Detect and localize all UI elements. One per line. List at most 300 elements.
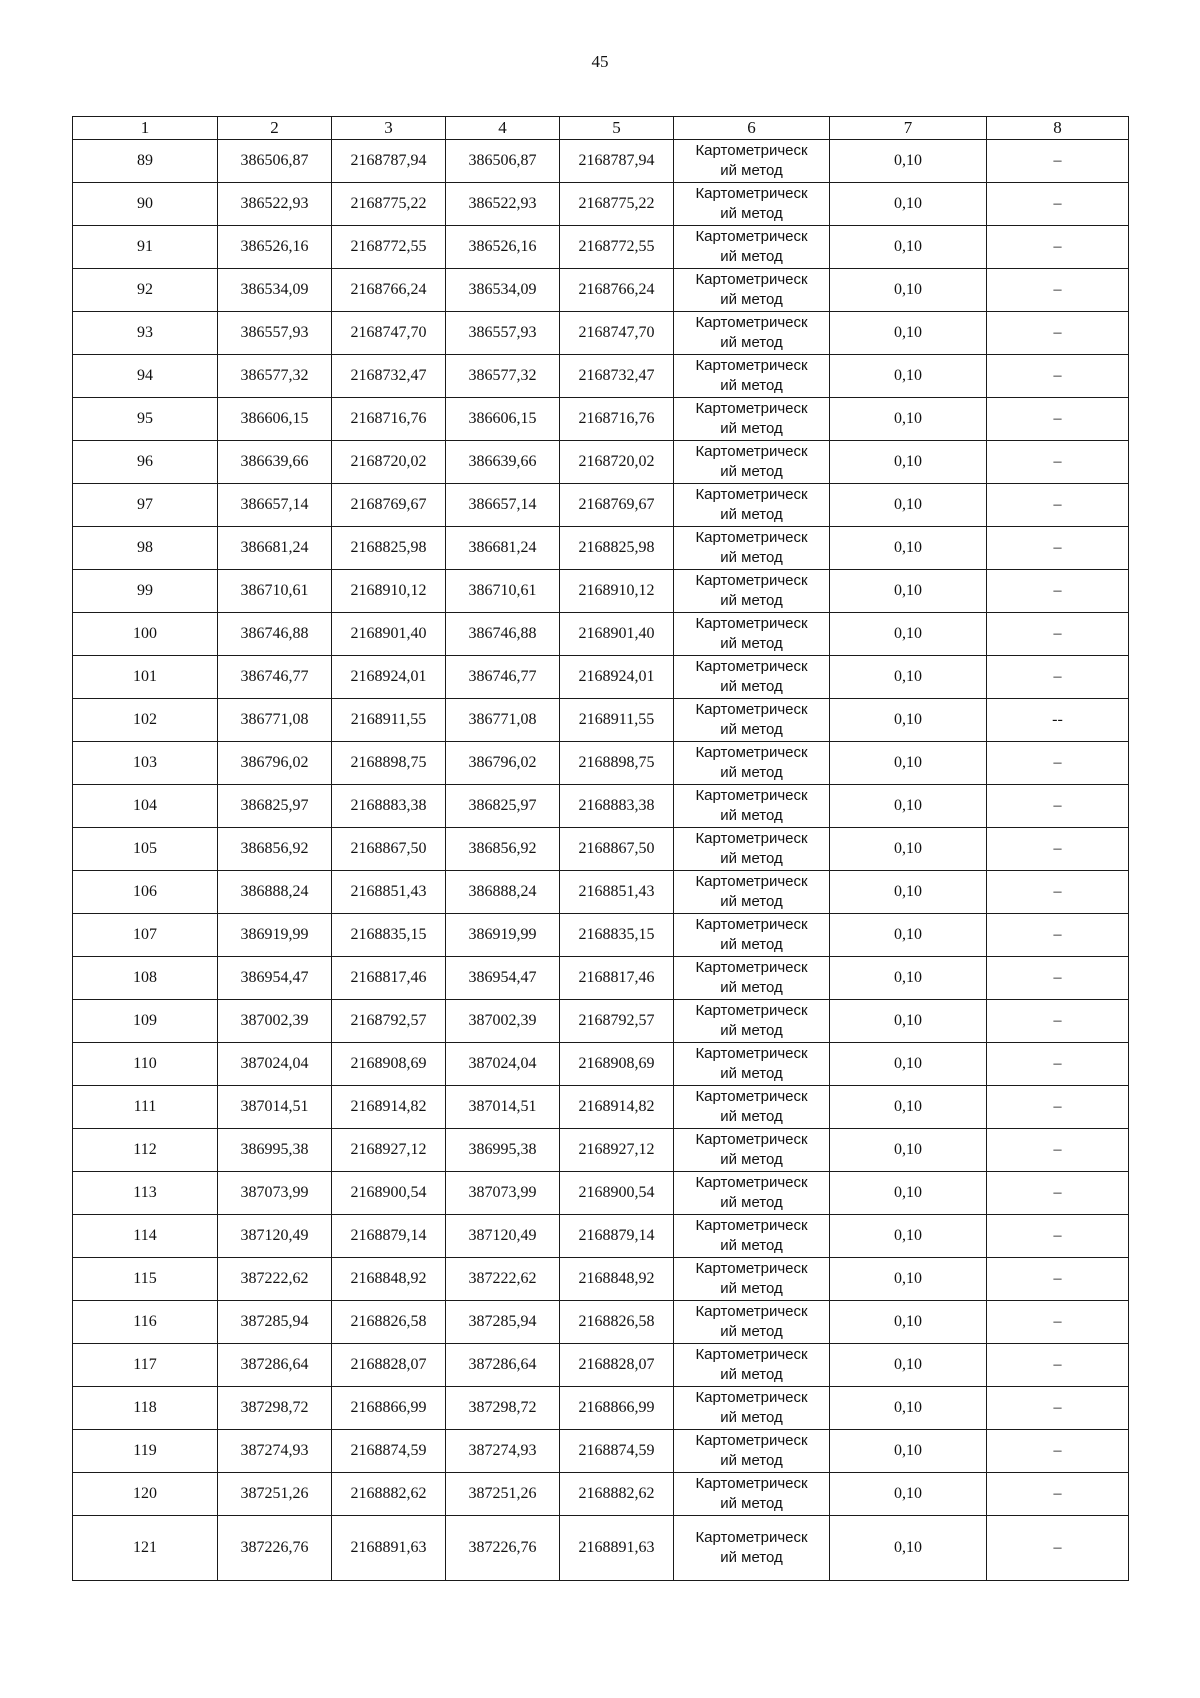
accuracy-cell: 0,10 bbox=[830, 742, 987, 785]
x-new-cell: 386639,66 bbox=[446, 441, 560, 484]
method-cell: Картометрическ ий метод bbox=[674, 699, 830, 742]
y-existing-cell: 2168848,92 bbox=[332, 1258, 446, 1301]
note-cell: – bbox=[987, 1344, 1129, 1387]
y-existing-cell: 2168787,94 bbox=[332, 140, 446, 183]
point-number-cell: 99 bbox=[73, 570, 218, 613]
y-new-cell: 2168851,43 bbox=[560, 871, 674, 914]
method-cell: Картометрическ ий метод bbox=[674, 484, 830, 527]
point-number-cell: 100 bbox=[73, 613, 218, 656]
method-cell: Картометрическ ий метод bbox=[674, 828, 830, 871]
x-new-cell: 386919,99 bbox=[446, 914, 560, 957]
y-existing-cell: 2168879,14 bbox=[332, 1215, 446, 1258]
method-cell: Картометрическ ий метод bbox=[674, 441, 830, 484]
table-row bbox=[73, 1344, 1129, 1387]
method-cell: Картометрическ ий метод bbox=[674, 398, 830, 441]
x-existing-cell: 386657,14 bbox=[218, 484, 332, 527]
y-existing-cell: 2168825,98 bbox=[332, 527, 446, 570]
x-existing-cell: 386522,93 bbox=[218, 183, 332, 226]
table-row bbox=[73, 1172, 1129, 1215]
point-number-cell: 91 bbox=[73, 226, 218, 269]
method-cell: Картометрическ ий метод bbox=[674, 1043, 830, 1086]
note-cell: – bbox=[987, 570, 1129, 613]
x-existing-cell: 386919,99 bbox=[218, 914, 332, 957]
note-cell: – bbox=[987, 1473, 1129, 1516]
accuracy-cell: 0,10 bbox=[830, 914, 987, 957]
x-new-cell: 387073,99 bbox=[446, 1172, 560, 1215]
note-cell: – bbox=[987, 1086, 1129, 1129]
accuracy-cell: 0,10 bbox=[830, 140, 987, 183]
point-number-cell: 95 bbox=[73, 398, 218, 441]
method-cell: Картометрическ ий метод bbox=[674, 312, 830, 355]
table-row bbox=[73, 1000, 1129, 1043]
point-number-cell: 112 bbox=[73, 1129, 218, 1172]
x-existing-cell: 387274,93 bbox=[218, 1430, 332, 1473]
note-cell: – bbox=[987, 226, 1129, 269]
header-cell-8: 8 bbox=[987, 117, 1129, 140]
x-new-cell: 387014,51 bbox=[446, 1086, 560, 1129]
table-body bbox=[73, 140, 1129, 1581]
y-new-cell: 2168914,82 bbox=[560, 1086, 674, 1129]
x-new-cell: 386557,93 bbox=[446, 312, 560, 355]
point-number-cell: 89 bbox=[73, 140, 218, 183]
y-existing-cell: 2168769,67 bbox=[332, 484, 446, 527]
method-cell: Картометрическ ий метод bbox=[674, 183, 830, 226]
y-existing-cell: 2168792,57 bbox=[332, 1000, 446, 1043]
point-number-cell: 101 bbox=[73, 656, 218, 699]
y-existing-cell: 2168747,70 bbox=[332, 312, 446, 355]
method-cell: Картометрическ ий метод bbox=[674, 1387, 830, 1430]
y-new-cell: 2168879,14 bbox=[560, 1215, 674, 1258]
accuracy-cell: 0,10 bbox=[830, 1430, 987, 1473]
point-number-cell: 93 bbox=[73, 312, 218, 355]
table-row bbox=[73, 914, 1129, 957]
note-cell: – bbox=[987, 1516, 1129, 1581]
note-cell: – bbox=[987, 1000, 1129, 1043]
accuracy-cell: 0,10 bbox=[830, 312, 987, 355]
note-cell: – bbox=[987, 269, 1129, 312]
note-cell: – bbox=[987, 957, 1129, 1000]
y-existing-cell: 2168866,99 bbox=[332, 1387, 446, 1430]
x-existing-cell: 387226,76 bbox=[218, 1516, 332, 1581]
header-cell-1: 1 bbox=[73, 117, 218, 140]
method-cell: Картометрическ ий метод bbox=[674, 1344, 830, 1387]
accuracy-cell: 0,10 bbox=[830, 1000, 987, 1043]
method-cell: Картометрическ ий метод bbox=[674, 1172, 830, 1215]
y-new-cell: 2168866,99 bbox=[560, 1387, 674, 1430]
x-existing-cell: 386954,47 bbox=[218, 957, 332, 1000]
table-row bbox=[73, 828, 1129, 871]
x-existing-cell: 386825,97 bbox=[218, 785, 332, 828]
x-new-cell: 386771,08 bbox=[446, 699, 560, 742]
table-row bbox=[73, 269, 1129, 312]
y-new-cell: 2168835,15 bbox=[560, 914, 674, 957]
accuracy-cell: 0,10 bbox=[830, 957, 987, 1000]
table-row bbox=[73, 1258, 1129, 1301]
header-cell-6: 6 bbox=[674, 117, 830, 140]
note-cell: – bbox=[987, 527, 1129, 570]
point-number-cell: 94 bbox=[73, 355, 218, 398]
y-existing-cell: 2168716,76 bbox=[332, 398, 446, 441]
x-new-cell: 386534,09 bbox=[446, 269, 560, 312]
note-cell: – bbox=[987, 1258, 1129, 1301]
x-new-cell: 386577,32 bbox=[446, 355, 560, 398]
y-existing-cell: 2168914,82 bbox=[332, 1086, 446, 1129]
x-existing-cell: 387251,26 bbox=[218, 1473, 332, 1516]
x-new-cell: 386954,47 bbox=[446, 957, 560, 1000]
accuracy-cell: 0,10 bbox=[830, 441, 987, 484]
accuracy-cell: 0,10 bbox=[830, 1129, 987, 1172]
x-new-cell: 386796,02 bbox=[446, 742, 560, 785]
table-row bbox=[73, 613, 1129, 656]
table-row bbox=[73, 226, 1129, 269]
coordinates-table bbox=[72, 116, 1129, 1581]
x-existing-cell: 386796,02 bbox=[218, 742, 332, 785]
x-new-cell: 387285,94 bbox=[446, 1301, 560, 1344]
method-cell: Картометрическ ий метод bbox=[674, 1215, 830, 1258]
method-cell: Картометрическ ий метод bbox=[674, 957, 830, 1000]
table-row bbox=[73, 312, 1129, 355]
y-new-cell: 2168828,07 bbox=[560, 1344, 674, 1387]
y-new-cell: 2168901,40 bbox=[560, 613, 674, 656]
table-row bbox=[73, 1086, 1129, 1129]
y-new-cell: 2168908,69 bbox=[560, 1043, 674, 1086]
y-new-cell: 2168911,55 bbox=[560, 699, 674, 742]
note-cell: – bbox=[987, 742, 1129, 785]
x-existing-cell: 387298,72 bbox=[218, 1387, 332, 1430]
y-new-cell: 2168910,12 bbox=[560, 570, 674, 613]
x-new-cell: 387120,49 bbox=[446, 1215, 560, 1258]
point-number-cell: 104 bbox=[73, 785, 218, 828]
method-cell: Картометрическ ий метод bbox=[674, 1000, 830, 1043]
note-cell: – bbox=[987, 1043, 1129, 1086]
accuracy-cell: 0,10 bbox=[830, 613, 987, 656]
y-new-cell: 2168898,75 bbox=[560, 742, 674, 785]
x-existing-cell: 386681,24 bbox=[218, 527, 332, 570]
point-number-cell: 110 bbox=[73, 1043, 218, 1086]
y-existing-cell: 2168924,01 bbox=[332, 656, 446, 699]
x-existing-cell: 386710,61 bbox=[218, 570, 332, 613]
x-existing-cell: 387120,49 bbox=[218, 1215, 332, 1258]
method-cell: Картометрическ ий метод bbox=[674, 1516, 830, 1581]
table-row bbox=[73, 398, 1129, 441]
x-existing-cell: 386639,66 bbox=[218, 441, 332, 484]
y-new-cell: 2168927,12 bbox=[560, 1129, 674, 1172]
method-cell: Картометрическ ий метод bbox=[674, 785, 830, 828]
accuracy-cell: 0,10 bbox=[830, 570, 987, 613]
method-cell: Картометрическ ий метод bbox=[674, 871, 830, 914]
method-cell: Картометрическ ий метод bbox=[674, 613, 830, 656]
method-cell: Картометрическ ий метод bbox=[674, 742, 830, 785]
y-new-cell: 2168769,67 bbox=[560, 484, 674, 527]
method-cell: Картометрическ ий метод bbox=[674, 269, 830, 312]
point-number-cell: 108 bbox=[73, 957, 218, 1000]
accuracy-cell: 0,10 bbox=[830, 828, 987, 871]
accuracy-cell: 0,10 bbox=[830, 785, 987, 828]
y-new-cell: 2168882,62 bbox=[560, 1473, 674, 1516]
y-existing-cell: 2168828,07 bbox=[332, 1344, 446, 1387]
note-cell: – bbox=[987, 183, 1129, 226]
accuracy-cell: 0,10 bbox=[830, 226, 987, 269]
y-new-cell: 2168891,63 bbox=[560, 1516, 674, 1581]
method-cell: Картометрическ ий метод bbox=[674, 140, 830, 183]
method-cell: Картометрическ ий метод bbox=[674, 656, 830, 699]
y-existing-cell: 2168891,63 bbox=[332, 1516, 446, 1581]
table-row bbox=[73, 527, 1129, 570]
page-number: 45 bbox=[591, 52, 609, 71]
accuracy-cell: 0,10 bbox=[830, 398, 987, 441]
note-cell: – bbox=[987, 140, 1129, 183]
point-number-cell: 111 bbox=[73, 1086, 218, 1129]
point-number-cell: 113 bbox=[73, 1172, 218, 1215]
note-cell: – bbox=[987, 828, 1129, 871]
y-new-cell: 2168792,57 bbox=[560, 1000, 674, 1043]
table-row bbox=[73, 1387, 1129, 1430]
method-cell: Картометрическ ий метод bbox=[674, 527, 830, 570]
y-existing-cell: 2168817,46 bbox=[332, 957, 446, 1000]
table-row bbox=[73, 699, 1129, 742]
accuracy-cell: 0,10 bbox=[830, 656, 987, 699]
table-row bbox=[73, 1473, 1129, 1516]
accuracy-cell: 0,10 bbox=[830, 1258, 987, 1301]
y-new-cell: 2168883,38 bbox=[560, 785, 674, 828]
y-existing-cell: 2168908,69 bbox=[332, 1043, 446, 1086]
x-new-cell: 386681,24 bbox=[446, 527, 560, 570]
y-new-cell: 2168775,22 bbox=[560, 183, 674, 226]
x-existing-cell: 386526,16 bbox=[218, 226, 332, 269]
note-cell: – bbox=[987, 914, 1129, 957]
accuracy-cell: 0,10 bbox=[830, 1043, 987, 1086]
accuracy-cell: 0,10 bbox=[830, 871, 987, 914]
x-existing-cell: 387073,99 bbox=[218, 1172, 332, 1215]
point-number-cell: 117 bbox=[73, 1344, 218, 1387]
y-new-cell: 2168720,02 bbox=[560, 441, 674, 484]
note-cell: – bbox=[987, 1430, 1129, 1473]
table-row bbox=[73, 355, 1129, 398]
note-cell: – bbox=[987, 613, 1129, 656]
point-number-cell: 118 bbox=[73, 1387, 218, 1430]
header-cell-7: 7 bbox=[830, 117, 987, 140]
x-existing-cell: 387002,39 bbox=[218, 1000, 332, 1043]
x-existing-cell: 386771,08 bbox=[218, 699, 332, 742]
y-existing-cell: 2168910,12 bbox=[332, 570, 446, 613]
method-cell: Картометрическ ий метод bbox=[674, 1430, 830, 1473]
note-cell: – bbox=[987, 441, 1129, 484]
y-existing-cell: 2168732,47 bbox=[332, 355, 446, 398]
y-existing-cell: 2168927,12 bbox=[332, 1129, 446, 1172]
table-row bbox=[73, 140, 1129, 183]
table-row bbox=[73, 441, 1129, 484]
x-existing-cell: 386606,15 bbox=[218, 398, 332, 441]
y-existing-cell: 2168766,24 bbox=[332, 269, 446, 312]
method-cell: Картометрическ ий метод bbox=[674, 1473, 830, 1516]
point-number-cell: 109 bbox=[73, 1000, 218, 1043]
y-new-cell: 2168787,94 bbox=[560, 140, 674, 183]
y-new-cell: 2168817,46 bbox=[560, 957, 674, 1000]
y-existing-cell: 2168898,75 bbox=[332, 742, 446, 785]
x-existing-cell: 387286,64 bbox=[218, 1344, 332, 1387]
y-new-cell: 2168766,24 bbox=[560, 269, 674, 312]
header-row bbox=[73, 117, 1129, 140]
x-new-cell: 387226,76 bbox=[446, 1516, 560, 1581]
x-existing-cell: 387014,51 bbox=[218, 1086, 332, 1129]
table-row bbox=[73, 1301, 1129, 1344]
note-cell: – bbox=[987, 785, 1129, 828]
x-new-cell: 386856,92 bbox=[446, 828, 560, 871]
table-row bbox=[73, 1430, 1129, 1473]
x-existing-cell: 387024,04 bbox=[218, 1043, 332, 1086]
table-row bbox=[73, 1129, 1129, 1172]
y-new-cell: 2168848,92 bbox=[560, 1258, 674, 1301]
method-cell: Картометрическ ий метод bbox=[674, 1301, 830, 1344]
accuracy-cell: 0,10 bbox=[830, 1172, 987, 1215]
y-new-cell: 2168874,59 bbox=[560, 1430, 674, 1473]
method-cell: Картометрическ ий метод bbox=[674, 914, 830, 957]
x-existing-cell: 386856,92 bbox=[218, 828, 332, 871]
point-number-cell: 103 bbox=[73, 742, 218, 785]
table-row bbox=[73, 957, 1129, 1000]
x-existing-cell: 386577,32 bbox=[218, 355, 332, 398]
y-existing-cell: 2168772,55 bbox=[332, 226, 446, 269]
header-cell-4: 4 bbox=[446, 117, 560, 140]
note-cell: – bbox=[987, 656, 1129, 699]
accuracy-cell: 0,10 bbox=[830, 1387, 987, 1430]
x-existing-cell: 386534,09 bbox=[218, 269, 332, 312]
point-number-cell: 97 bbox=[73, 484, 218, 527]
table-row bbox=[73, 656, 1129, 699]
point-number-cell: 107 bbox=[73, 914, 218, 957]
note-cell: – bbox=[987, 1172, 1129, 1215]
point-number-cell: 115 bbox=[73, 1258, 218, 1301]
y-new-cell: 2168732,47 bbox=[560, 355, 674, 398]
x-new-cell: 387251,26 bbox=[446, 1473, 560, 1516]
table-row bbox=[73, 785, 1129, 828]
point-number-cell: 119 bbox=[73, 1430, 218, 1473]
table-row bbox=[73, 484, 1129, 527]
x-new-cell: 387298,72 bbox=[446, 1387, 560, 1430]
y-existing-cell: 2168835,15 bbox=[332, 914, 446, 957]
y-new-cell: 2168772,55 bbox=[560, 226, 674, 269]
note-cell: – bbox=[987, 1301, 1129, 1344]
point-number-cell: 121 bbox=[73, 1516, 218, 1581]
y-existing-cell: 2168775,22 bbox=[332, 183, 446, 226]
y-existing-cell: 2168901,40 bbox=[332, 613, 446, 656]
accuracy-cell: 0,10 bbox=[830, 355, 987, 398]
point-number-cell: 105 bbox=[73, 828, 218, 871]
note-cell: – bbox=[987, 312, 1129, 355]
point-number-cell: 96 bbox=[73, 441, 218, 484]
y-existing-cell: 2168882,62 bbox=[332, 1473, 446, 1516]
x-existing-cell: 387222,62 bbox=[218, 1258, 332, 1301]
x-new-cell: 386710,61 bbox=[446, 570, 560, 613]
y-existing-cell: 2168851,43 bbox=[332, 871, 446, 914]
x-existing-cell: 386746,88 bbox=[218, 613, 332, 656]
method-cell: Картометрическ ий метод bbox=[674, 570, 830, 613]
y-new-cell: 2168825,98 bbox=[560, 527, 674, 570]
note-cell: – bbox=[987, 355, 1129, 398]
accuracy-cell: 0,10 bbox=[830, 1344, 987, 1387]
method-cell: Картометрическ ий метод bbox=[674, 1086, 830, 1129]
method-cell: Картометрическ ий метод bbox=[674, 1258, 830, 1301]
table-row bbox=[73, 742, 1129, 785]
y-existing-cell: 2168883,38 bbox=[332, 785, 446, 828]
point-number-cell: 98 bbox=[73, 527, 218, 570]
point-number-cell: 92 bbox=[73, 269, 218, 312]
accuracy-cell: 0,10 bbox=[830, 699, 987, 742]
x-new-cell: 386746,88 bbox=[446, 613, 560, 656]
x-new-cell: 386657,14 bbox=[446, 484, 560, 527]
header-cell-2: 2 bbox=[218, 117, 332, 140]
x-new-cell: 387024,04 bbox=[446, 1043, 560, 1086]
point-number-cell: 114 bbox=[73, 1215, 218, 1258]
x-existing-cell: 386746,77 bbox=[218, 656, 332, 699]
y-existing-cell: 2168911,55 bbox=[332, 699, 446, 742]
y-existing-cell: 2168720,02 bbox=[332, 441, 446, 484]
x-new-cell: 387274,93 bbox=[446, 1430, 560, 1473]
point-number-cell: 90 bbox=[73, 183, 218, 226]
x-existing-cell: 386506,87 bbox=[218, 140, 332, 183]
y-existing-cell: 2168826,58 bbox=[332, 1301, 446, 1344]
y-new-cell: 2168900,54 bbox=[560, 1172, 674, 1215]
x-new-cell: 386746,77 bbox=[446, 656, 560, 699]
y-existing-cell: 2168900,54 bbox=[332, 1172, 446, 1215]
note-cell: – bbox=[987, 484, 1129, 527]
table-row bbox=[73, 1043, 1129, 1086]
y-new-cell: 2168924,01 bbox=[560, 656, 674, 699]
x-new-cell: 387286,64 bbox=[446, 1344, 560, 1387]
y-existing-cell: 2168867,50 bbox=[332, 828, 446, 871]
header-cell-5: 5 bbox=[560, 117, 674, 140]
x-new-cell: 386526,16 bbox=[446, 226, 560, 269]
method-cell: Картометрическ ий метод bbox=[674, 226, 830, 269]
point-number-cell: 106 bbox=[73, 871, 218, 914]
x-existing-cell: 386557,93 bbox=[218, 312, 332, 355]
note-cell: – bbox=[987, 1387, 1129, 1430]
x-new-cell: 387222,62 bbox=[446, 1258, 560, 1301]
method-cell: Картометрическ ий метод bbox=[674, 1129, 830, 1172]
accuracy-cell: 0,10 bbox=[830, 1516, 987, 1581]
method-cell: Картометрическ ий метод bbox=[674, 355, 830, 398]
x-new-cell: 386995,38 bbox=[446, 1129, 560, 1172]
point-number-cell: 120 bbox=[73, 1473, 218, 1516]
table-row bbox=[73, 871, 1129, 914]
accuracy-cell: 0,10 bbox=[830, 527, 987, 570]
x-new-cell: 387002,39 bbox=[446, 1000, 560, 1043]
table-row bbox=[73, 1516, 1129, 1581]
accuracy-cell: 0,10 bbox=[830, 484, 987, 527]
x-existing-cell: 386995,38 bbox=[218, 1129, 332, 1172]
table-row bbox=[73, 1215, 1129, 1258]
x-new-cell: 386506,87 bbox=[446, 140, 560, 183]
table-row bbox=[73, 183, 1129, 226]
table-header bbox=[73, 117, 1129, 140]
x-existing-cell: 387285,94 bbox=[218, 1301, 332, 1344]
note-cell: – bbox=[987, 398, 1129, 441]
note-cell: – bbox=[987, 1129, 1129, 1172]
y-new-cell: 2168747,70 bbox=[560, 312, 674, 355]
accuracy-cell: 0,10 bbox=[830, 1215, 987, 1258]
x-new-cell: 386522,93 bbox=[446, 183, 560, 226]
note-cell: -- bbox=[987, 699, 1129, 742]
accuracy-cell: 0,10 bbox=[830, 183, 987, 226]
point-number-cell: 116 bbox=[73, 1301, 218, 1344]
y-new-cell: 2168867,50 bbox=[560, 828, 674, 871]
table-row bbox=[73, 570, 1129, 613]
x-new-cell: 386888,24 bbox=[446, 871, 560, 914]
accuracy-cell: 0,10 bbox=[830, 1086, 987, 1129]
header-cell-3: 3 bbox=[332, 117, 446, 140]
y-existing-cell: 2168874,59 bbox=[332, 1430, 446, 1473]
accuracy-cell: 0,10 bbox=[830, 1473, 987, 1516]
